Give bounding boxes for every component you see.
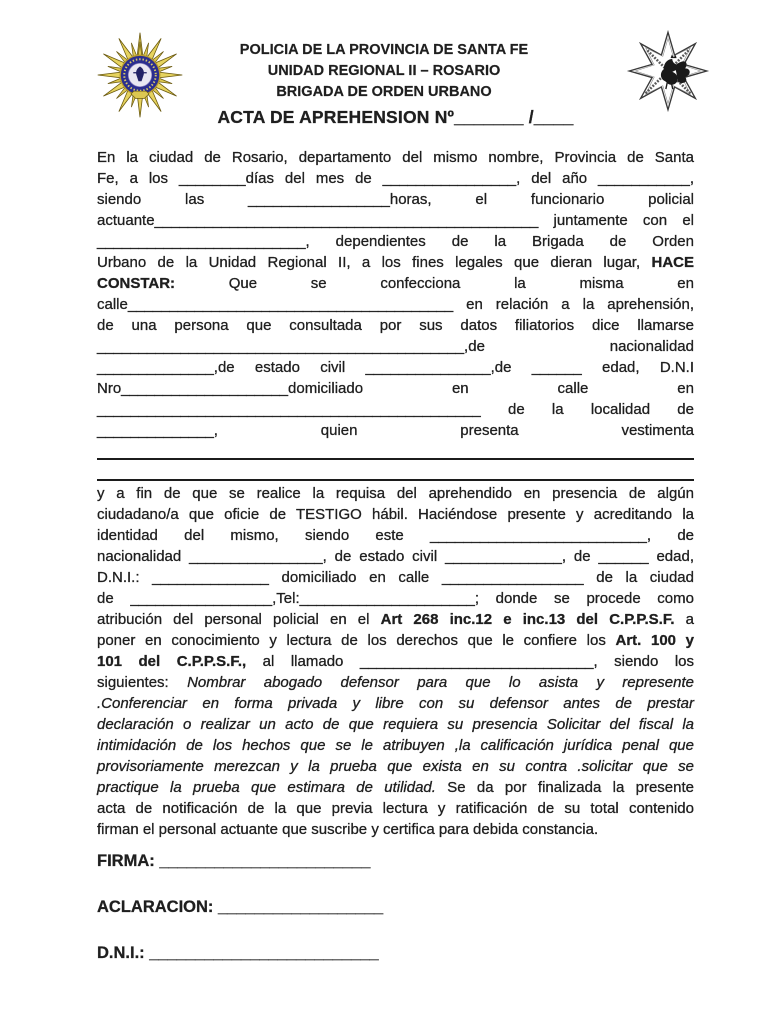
paragraph-2 <box>97 483 694 840</box>
document-title: ACTA DE APREHENSION Nº_______ /____ <box>217 107 574 127</box>
blank-write-line <box>97 441 694 462</box>
signature-label: ACLARACION: <box>97 898 214 916</box>
document-line: _________________________, dependientes de la Brigada de Orden <box>97 233 694 250</box>
signature-line: _______________________ <box>154 852 371 870</box>
document-line: atribución del personal policial en el Art 268 inc.12 e inc.13 del C.P.P.S.F. a <box>97 611 694 628</box>
document-line: de una persona que consultada por sus datos filiatorios dice llamarse <box>97 317 694 334</box>
document-line: calle_______________________________________ en relación a la aprehensión, <box>97 296 694 313</box>
org-line-3: BRIGADA DE ORDEN URBANO <box>276 84 492 100</box>
document-line: de _________________,Tel:_____________________; donde se procede como <box>97 590 694 607</box>
signature-row <box>97 897 694 918</box>
document-line: En la ciudad de Rosario, departamento del mismo nombre, Provincia de Santa <box>97 149 694 166</box>
document-line: acta de notificación de la que previa lectura y ratificación de su total contenido <box>97 800 694 817</box>
signature-row <box>97 943 694 964</box>
paragraph-1 <box>97 147 694 483</box>
document-line: y a fin de que se realice la requisa del aprehendido en presencia de algún <box>97 485 694 502</box>
document-line: D.N.I.: ______________ domiciliado en calle _________________ de la ciudad <box>97 569 694 586</box>
document-line: CONSTAR: Que se confecciona la misma en <box>97 275 694 292</box>
document-line: provisoriamente merezcan y la prueba que exista en su contra .solicitar que se <box>97 758 694 775</box>
blank-rule <box>97 462 694 481</box>
blank-rule <box>97 441 694 460</box>
document-line: Fe, a los ________días del mes de ________________, del año ___________, <box>97 170 694 187</box>
document-line: intimidación de los hechos que se le atribuyen ,la calificación jurídica penal que <box>97 737 694 754</box>
signature-label: FIRMA: <box>97 852 155 870</box>
document-line: identidad del mismo, siendo este __________________________, de <box>97 527 694 544</box>
document-line: .Conferenciar en forma privada y libre con su defensor antes de prestar <box>97 695 694 712</box>
signature-line: __________________ <box>213 898 384 916</box>
document-line: actuante______________________________________________ juntamente con el <box>97 212 694 229</box>
document-line: ____________________________________________,de nacionalidad <box>97 338 694 355</box>
document-line: Nro____________________domiciliado en calle en <box>97 380 694 397</box>
signature-block <box>97 851 694 989</box>
brigade-emblem-logo <box>620 28 716 114</box>
document-line: declaración o realizar un acto de que requiera su presencia Solicitar del fiscal la <box>97 716 694 733</box>
document-body <box>97 147 694 840</box>
document-line: ______________, quien presenta vestimenta <box>97 422 694 439</box>
signature-row <box>97 851 694 872</box>
document-line: siendo las _________________horas, el funcionario policial <box>97 191 694 208</box>
document-line: firman el personal actuante que suscribe y certifica para debida constancia. <box>97 821 599 838</box>
document-line: ciudadano/a que oficie de TESTIGO hábil. Haciéndose presente y acreditando la <box>97 506 694 523</box>
document-line: ______________,de estado civil _______________,de ______ edad, D.N.I <box>97 359 694 376</box>
signature-line: _________________________ <box>144 944 379 962</box>
document-line: Urbano de la Unidad Regional II, a los fines legales que dieran lugar, HACE <box>97 254 694 271</box>
blank-write-line <box>97 462 694 483</box>
document-line: practique la prueba que estimara de utilidad. Se da por finalizada la presente <box>97 779 694 796</box>
signature-label: D.N.I.: <box>97 944 145 962</box>
org-line-1: POLICIA DE LA PROVINCIA DE SANTA FE <box>239 42 529 58</box>
org-line-2: UNIDAD REGIONAL II – ROSARIO <box>267 63 501 79</box>
document-line: nacionalidad ________________, de estado civil ______________, de ______ edad, <box>97 548 694 565</box>
document-line: siguientes: Nombrar abogado defensor para que lo asista y represente <box>97 674 694 691</box>
document-line: 101 del C.P.P.S.F., al llamado ____________________________, siendo los <box>97 653 694 670</box>
document-line: poner en conocimiento y lectura de los derechos que le confiere los Art. 100 y <box>97 632 694 649</box>
document-line: ______________________________________________ de la localidad de <box>97 401 694 418</box>
rooster-star-icon <box>620 28 716 114</box>
